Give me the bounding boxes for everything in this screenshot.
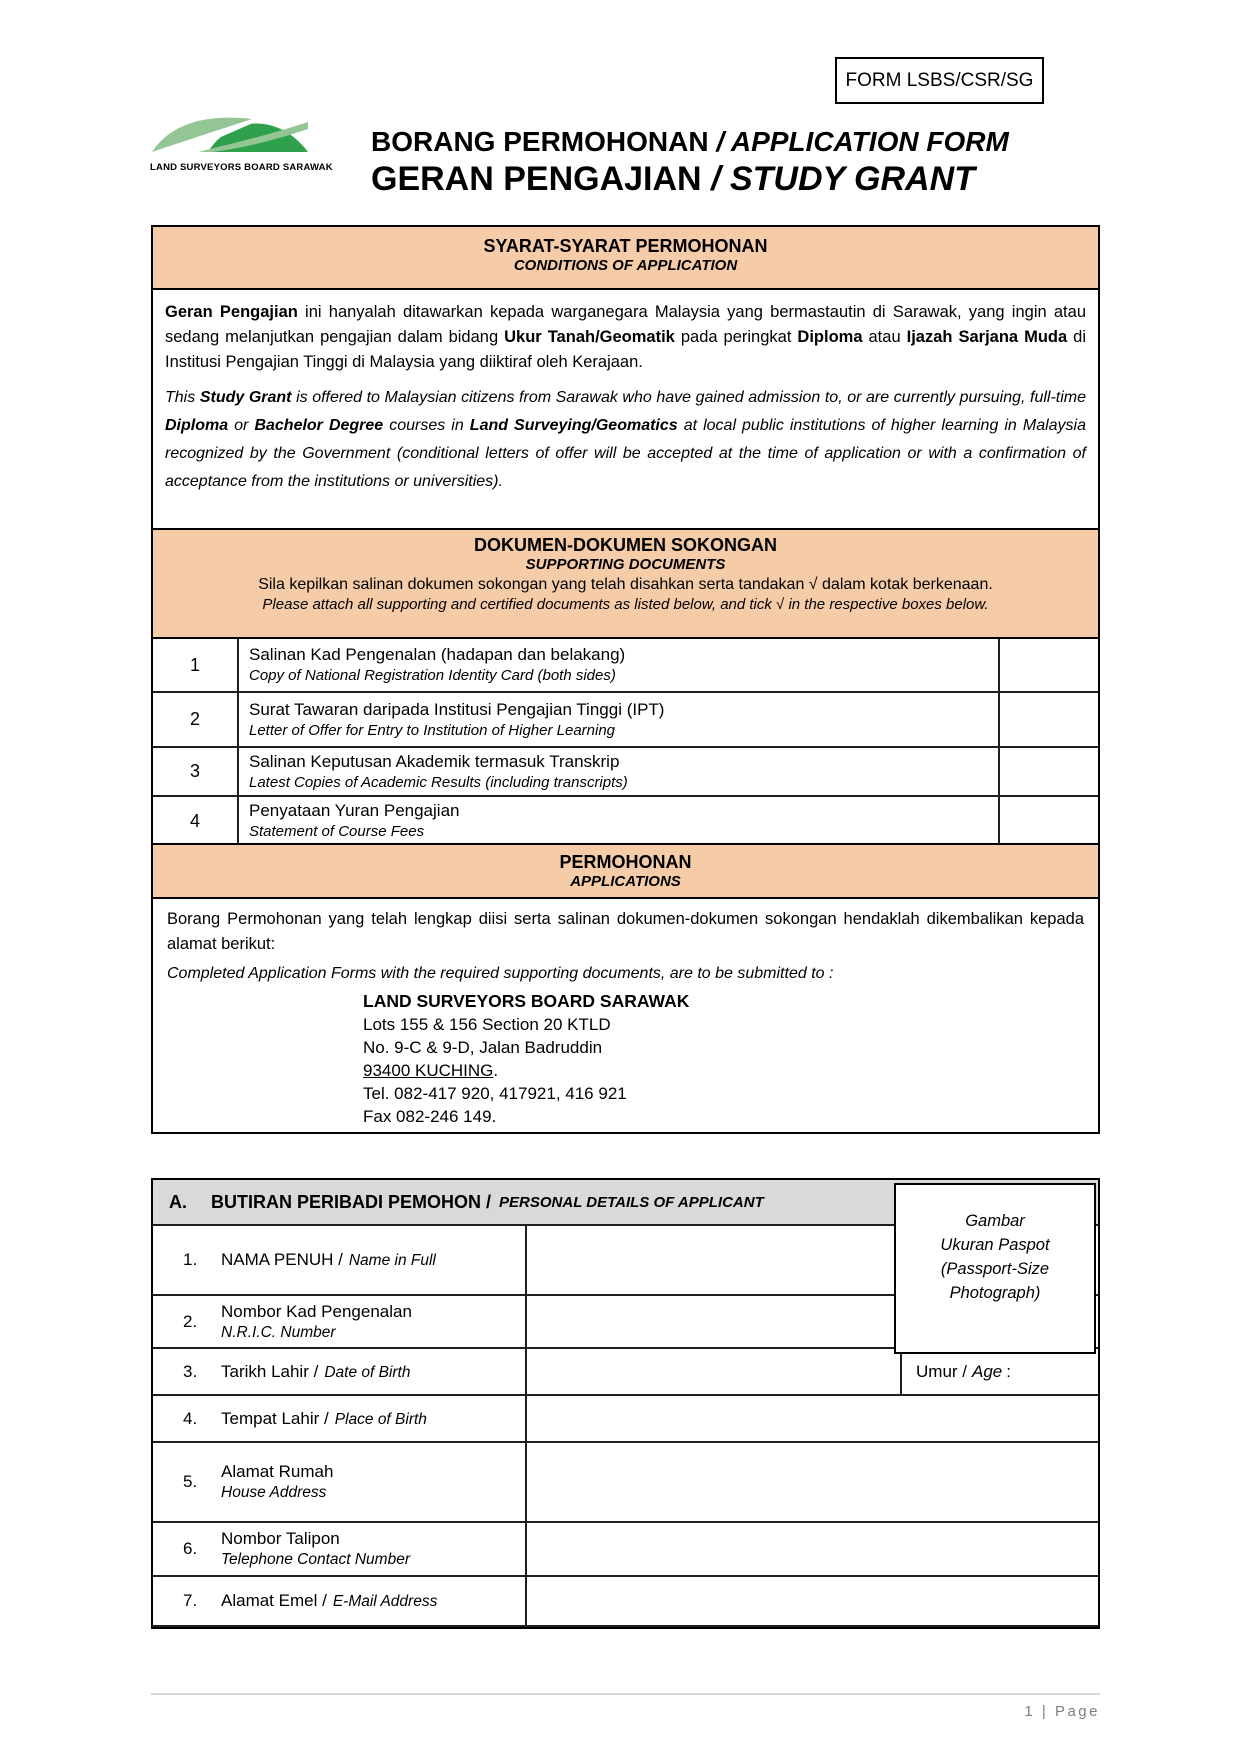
conditions-paragraph-my: Geran Pengajian ini hanyalah ditawarkan kepada warganegara Malaysia yang bermastautin di Sarawak, yang ingin atau sedang melanjutkan pengajian dalam bidang Ukur Tanah/Geomatik pada peringkat Diploma atau Ijazah Sarjana Muda di Institusi Pengajian Tinggi di Malaysia yang diiktiraf oleh Kerajaan. <box>165 303 1086 371</box>
personal-details-section <box>151 1178 1100 1629</box>
field-label-my: Nombor Talipon <box>221 1529 340 1548</box>
conditions-header-en: CONDITIONS OF APPLICATION <box>513 257 738 274</box>
field-label-my: Nombor Kad Pengenalan <box>221 1301 412 1321</box>
supporting-doc-row <box>153 639 1098 693</box>
address-telephone: Tel. 082-417 920, 417921, 416 921 <box>363 1084 627 1103</box>
lsbs-logo <box>150 110 333 173</box>
tick-box-2[interactable] <box>998 693 1098 746</box>
address-org-name: LAND SURVEYORS BOARD SARAWAK <box>363 991 690 1011</box>
age-colon: : <box>1006 1361 1011 1381</box>
field-label-my: Alamat Emel / <box>221 1591 327 1610</box>
section-title-en: PERSONAL DETAILS OF APPLICANT <box>499 1193 764 1211</box>
applications-header-en: APPLICATIONS <box>570 873 681 890</box>
field-label-en: N.R.I.C. Number <box>221 1323 336 1341</box>
field-row-dob <box>153 1349 1098 1396</box>
field-number: 6. <box>183 1539 198 1558</box>
supporting-note-my: Sila kepilkan salinan dokumen sokongan yang telah disahkan serta tandakan √ dalam kotak berkenaan. <box>258 576 993 593</box>
submission-address <box>363 989 1084 1128</box>
age-label-my: Umur / <box>916 1361 967 1381</box>
conditions-section <box>151 225 1100 530</box>
doc-label-my: Salinan Kad Pengenalan (hadapan dan belakang) <box>249 645 626 664</box>
supporting-doc-row <box>153 797 1098 845</box>
supporting-header-en: SUPPORTING DOCUMENTS <box>525 556 726 573</box>
tick-box-1[interactable] <box>998 639 1098 691</box>
applications-body <box>151 897 1100 1134</box>
doc-number: 4 <box>153 797 239 845</box>
photo-box-line: Ukuran Paspot <box>940 1236 1050 1254</box>
title-line-2: GERAN PENGAJIAN / STUDY GRANT <box>371 160 975 198</box>
supporting-header <box>153 530 1098 639</box>
doc-number: 2 <box>153 693 239 746</box>
doc-number: 1 <box>153 639 239 691</box>
age-label-en: Age <box>972 1361 1003 1381</box>
field-number: 7. <box>183 1591 198 1610</box>
field-label-my: Tempat Lahir / <box>221 1408 329 1428</box>
supporting-note-en: Please attach all supporting and certified documents as listed below, and tick √ in the respective boxes below. <box>262 596 989 613</box>
tick-box-4[interactable] <box>998 797 1098 845</box>
logo-caption: LAND SURVEYORS BOARD SARAWAK <box>150 162 333 173</box>
conditions-header-my: SYARAT-SYARAT PERMOHONAN <box>483 236 768 256</box>
field-number: 4. <box>183 1408 198 1428</box>
field-number: 5. <box>183 1472 198 1491</box>
doc-label-my: Surat Tawaran daripada Institusi Pengajian Tinggi (IPT) <box>249 699 665 719</box>
home-address-input-cell[interactable] <box>527 1443 1098 1521</box>
field-label-en: Place of Birth <box>334 1410 427 1428</box>
main-content <box>151 225 1100 1134</box>
pob-input-cell[interactable] <box>527 1396 1098 1441</box>
passport-photo-box[interactable] <box>894 1183 1096 1354</box>
doc-number: 3 <box>153 748 239 795</box>
conditions-body <box>153 290 1098 496</box>
field-number: 3. <box>183 1361 198 1381</box>
field-label-en: E-Mail Address <box>332 1593 438 1610</box>
applications-header-my: PERMOHONAN <box>559 852 692 872</box>
logo-graphic <box>150 110 312 156</box>
address-line-2: No. 9-C & 9-D, Jalan Badruddin <box>363 1038 603 1057</box>
field-label-my: Tarikh Lahir / <box>221 1361 319 1381</box>
doc-label-en: Copy of National Registration Identity Card (both sides) <box>249 667 616 684</box>
address-city: 93400 KUCHING. <box>363 1061 499 1080</box>
supporting-doc-row <box>153 748 1098 797</box>
field-label-en: Date of Birth <box>324 1363 411 1381</box>
conditions-paragraph-en: This Study Grant is offered to Malaysian citizens from Sarawak who have gained admission to, or are currently pursuing, full-time Diploma or Bachelor Degree courses in Land Surveying/Geomatics at local public institutions of higher learning in Malaysia recognized by the Government (conditional letters of offer will be accepted at the time of application or with a confirmation of acceptance from the institutions or universities). <box>165 389 1087 490</box>
field-number: 2. <box>183 1311 198 1331</box>
dob-input-cell[interactable] <box>527 1349 900 1394</box>
page-number: 1 | Page <box>1024 1703 1100 1720</box>
field-label-my: Alamat Rumah <box>221 1462 334 1481</box>
supporting-doc-row <box>153 693 1098 748</box>
form-reference-box <box>835 57 1044 104</box>
photo-box-line: Photograph) <box>949 1284 1041 1302</box>
supporting-documents-section <box>151 528 1100 845</box>
page-footer <box>151 1693 1100 1720</box>
section-letter: A. <box>169 1191 187 1212</box>
field-row-email <box>153 1577 1098 1627</box>
document-title <box>371 126 1009 198</box>
form-reference-text: FORM LSBS/CSR/SG <box>845 69 1034 91</box>
field-label-my: NAMA PENUH / <box>221 1250 343 1269</box>
doc-label-en: Statement of Course Fees <box>249 823 425 840</box>
field-label-en: Telephone Contact Number <box>221 1551 410 1568</box>
conditions-header <box>153 227 1098 290</box>
age-input-cell[interactable] <box>900 1349 1098 1394</box>
applications-header <box>151 843 1100 899</box>
email-input-cell[interactable] <box>527 1577 1098 1625</box>
field-label-en: Name in Full <box>348 1252 436 1269</box>
section-title-my: BUTIRAN PERIBADI PEMOHON / <box>211 1191 492 1212</box>
field-label-en: House Address <box>221 1484 327 1501</box>
field-row-phone <box>153 1523 1098 1577</box>
applications-paragraph-en: Completed Application Forms with the required supporting documents, are to be submitted to : <box>167 965 834 982</box>
field-number: 1. <box>183 1250 198 1269</box>
supporting-header-my: DOKUMEN-DOKUMEN SOKONGAN <box>474 535 777 555</box>
title-line-1: BORANG PERMOHONAN / APPLICATION FORM <box>371 126 1009 157</box>
address-line-1: Lots 155 & 156 Section 20 KTLD <box>363 1015 611 1034</box>
field-row-home-address <box>153 1443 1098 1523</box>
phone-input-cell[interactable] <box>527 1523 1098 1575</box>
field-row-pob <box>153 1396 1098 1443</box>
doc-label-en: Letter of Offer for Entry to Institution of Higher Learning <box>249 721 616 739</box>
photo-box-line: Gambar <box>965 1212 1025 1230</box>
photo-box-line: (Passport-Size <box>940 1260 1050 1278</box>
address-fax: Fax 082-246 149. <box>363 1107 497 1126</box>
doc-label-my: Salinan Keputusan Akademik termasuk Transkrip <box>249 751 620 771</box>
applications-paragraph-my: Borang Permohonan yang telah lengkap diisi serta salinan dokumen-dokumen sokongan hendaklah dikembalikan kepada alamat berikut: <box>167 910 1084 953</box>
tick-box-3[interactable] <box>998 748 1098 795</box>
doc-label-en: Latest Copies of Academic Results (including transcripts) <box>249 773 628 791</box>
doc-label-my: Penyataan Yuran Pengajian <box>249 801 460 820</box>
